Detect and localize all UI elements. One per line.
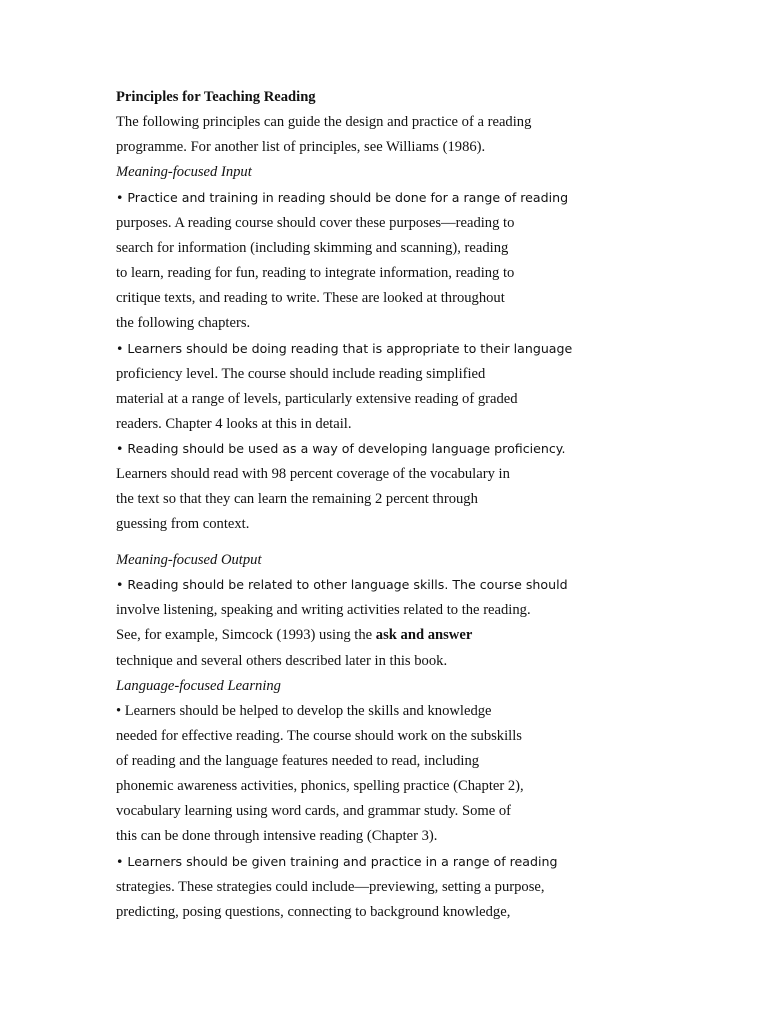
bullet-lead: • Reading should be used as a way of developing language proficiency. [116, 441, 566, 456]
paragraph-line: phonemic awareness activities, phonics, spelling practice (Chapter 2), [116, 778, 524, 794]
bullet-lead: • Reading should be related to other language skills. The course should [116, 577, 568, 592]
paragraph-line: the following chapters. [116, 315, 251, 331]
paragraph-line: purposes. A reading course should cover these purposes—reading to [116, 215, 515, 231]
section-heading-meaning-focused-output: Meaning-focused Output [116, 552, 262, 568]
paragraph-line: critique texts, and reading to write. These are looked at throughout [116, 290, 505, 306]
paragraph-line: strategies. These strategies could include—previewing, setting a purpose, [116, 879, 545, 895]
bullet-lead: • Practice and training in reading should be done for a range of reading [116, 190, 569, 205]
paragraph-line: predicting, posing questions, connecting to background knowledge, [116, 904, 511, 920]
paragraph-line: readers. Chapter 4 looks at this in detail. [116, 416, 352, 432]
paragraph-line: technique and several others described later in this book. [116, 653, 448, 669]
paragraph-line: guessing from context. [116, 516, 250, 532]
paragraph-line: material at a range of levels, particularly extensive reading of graded [116, 391, 518, 407]
paragraph-line: Learners should read with 98 percent coverage of the vocabulary in [116, 466, 510, 482]
bold-term-ask-and-answer: ask and answer [375, 627, 473, 643]
intro-line: The following principles can guide the design and practice of a reading [116, 114, 532, 130]
paragraph-line: the text so that they can learn the remaining 2 percent through [116, 491, 478, 507]
bullet-lead: • Learners should be given training and practice in a range of reading [116, 854, 558, 869]
paragraph-text: See, for example, Simcock (1993) using the [116, 627, 376, 643]
paragraph-line: to learn, reading for fun, reading to integrate information, reading to [116, 265, 515, 281]
paragraph-line: needed for effective reading. The course should work on the subskills [116, 728, 522, 744]
section-heading-meaning-focused-input: Meaning-focused Input [116, 164, 252, 180]
paragraph-line: search for information (including skimming and scanning), reading [116, 240, 509, 256]
bullet-lead: • Learners should be helped to develop the skills and knowledge [116, 703, 492, 719]
paragraph-line: proficiency level. The course should include reading simplified [116, 366, 486, 382]
bullet-lead: • Learners should be doing reading that is appropriate to their language [116, 341, 573, 356]
paragraph-line: of reading and the language features needed to read, including [116, 753, 480, 769]
paragraph-line: involve listening, speaking and writing activities related to the reading. [116, 602, 531, 618]
paragraph-line: this can be done through intensive reading (Chapter 3). [116, 828, 438, 844]
paragraph-line: vocabulary learning using word cards, and grammar study. Some of [116, 803, 512, 819]
page-title: Principles for Teaching Reading [116, 89, 316, 105]
intro-line: programme. For another list of principles, see Williams (1986). [116, 139, 486, 155]
section-heading-language-focused-learning: Language-focused Learning [116, 678, 281, 694]
paragraph-line-mixed [116, 626, 472, 644]
